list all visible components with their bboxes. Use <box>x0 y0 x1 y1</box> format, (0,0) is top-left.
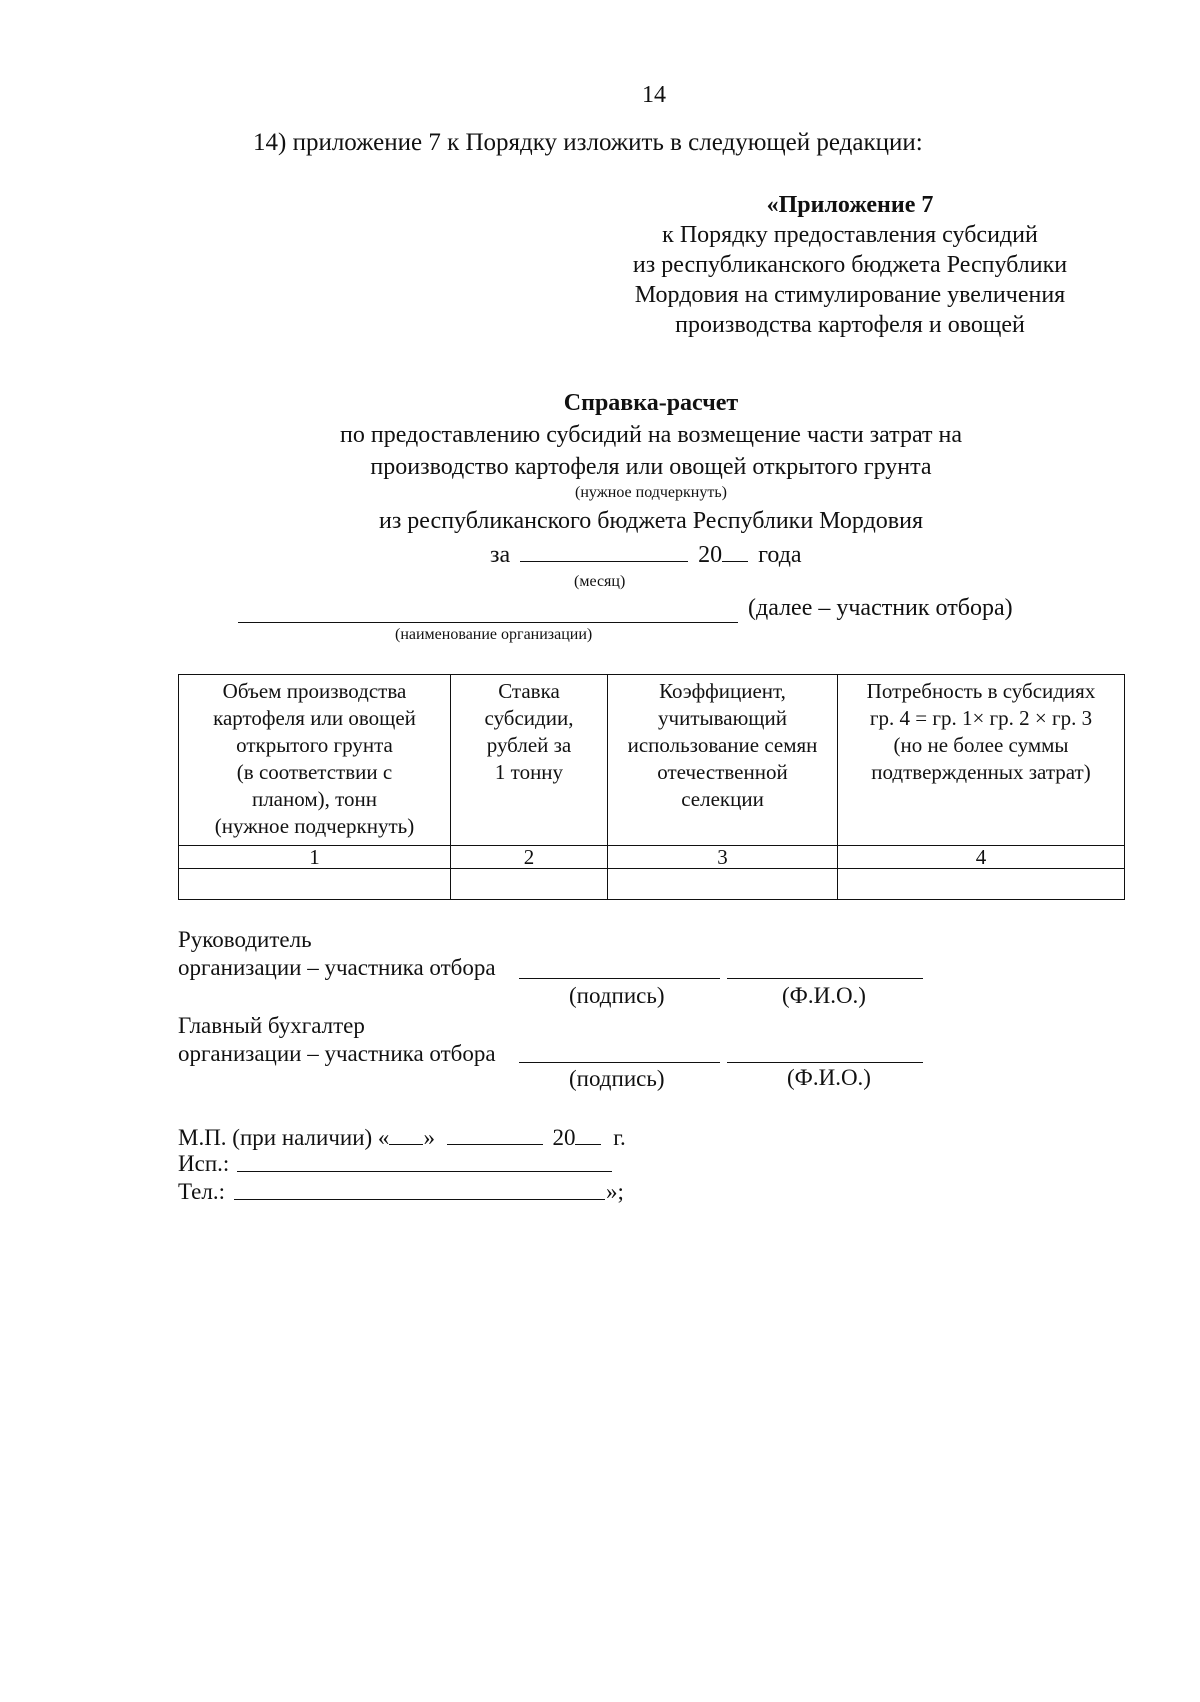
calculation-table <box>178 674 1125 900</box>
closing-quote: »; <box>606 1179 624 1204</box>
column-number: 1 <box>179 846 451 869</box>
table-cell[interactable] <box>451 869 608 900</box>
date-year-suffix: г. <box>613 1125 626 1150</box>
executor-field[interactable] <box>237 1159 612 1172</box>
table-header-cell: Ставка субсидии, рублей за 1 тонну <box>451 675 608 846</box>
appendix-block <box>600 190 1100 340</box>
table-header-cell: Коэффициент, учитывающий использование семян отечественной селекции <box>608 675 838 846</box>
period-year: 20 <box>698 542 723 568</box>
table-header-cell: Потребность в субсидиях гр. 4 = гр. 1× гр. 2 × гр. 3 (но не более суммы подтвержденных затрат) <box>838 675 1125 846</box>
heading-line: из республиканского бюджета Республики Мордовия <box>378 508 924 534</box>
month-field[interactable] <box>520 539 688 562</box>
phone-label: Тел.: <box>178 1179 225 1204</box>
period-prefix: за <box>490 542 511 568</box>
head-name-field[interactable] <box>727 966 923 979</box>
month-caption: (месяц) <box>574 573 626 590</box>
date-month-field[interactable] <box>447 1122 543 1145</box>
page-number: 14 <box>642 82 666 108</box>
head-signature-field[interactable] <box>519 966 720 979</box>
head-org-label: организации – участника отбора <box>178 955 496 980</box>
column-number: 2 <box>451 846 608 869</box>
document-title: Справка-расчет <box>563 390 739 416</box>
table-header-row <box>179 675 1125 846</box>
organization-field[interactable] <box>238 608 738 623</box>
appendix-line: из республиканского бюджета Республики <box>632 252 1068 278</box>
date-year-field[interactable] <box>575 1122 601 1145</box>
stamp-label: М.П. (при наличии) « <box>178 1125 390 1150</box>
accountant-name-field[interactable] <box>727 1050 923 1063</box>
appendix-line: к Порядку предоставления субсидий <box>662 222 1038 248</box>
table-cell[interactable] <box>838 869 1125 900</box>
table-cell[interactable] <box>608 869 838 900</box>
period-suffix: года <box>758 542 802 568</box>
underline-note: (нужное подчеркнуть) <box>575 484 727 501</box>
date-year: 20 <box>552 1125 576 1150</box>
phone-field[interactable] <box>234 1187 605 1200</box>
stamp-date-line <box>178 1122 626 1152</box>
table-cell[interactable] <box>179 869 451 900</box>
appendix-title: «Приложение 7 <box>766 192 934 218</box>
signature-caption: (подпись) <box>569 983 665 1008</box>
name-caption: (Ф.И.О.) <box>787 1065 871 1090</box>
stamp-quote: » <box>423 1125 435 1150</box>
day-field[interactable] <box>389 1122 423 1145</box>
organization-suffix: (далее – участник отбора) <box>748 595 1013 621</box>
table-number-row <box>179 846 1125 869</box>
appendix-line: производства картофеля и овощей <box>675 312 1025 338</box>
executor-label: Исп.: <box>178 1151 230 1176</box>
year-field[interactable] <box>722 539 748 562</box>
period-line <box>490 539 802 570</box>
heading-line: производство картофеля или овощей открытого грунта <box>370 454 932 480</box>
intro-text: 14) приложение 7 к Порядку изложить в следующей редакции: <box>253 129 923 156</box>
table-header-cell: Объем производства картофеля или овощей открытого грунта (в соответствии с планом), тонн (нужное подчеркнуть) <box>179 675 451 846</box>
accountant-signature-field[interactable] <box>519 1050 720 1063</box>
accountant-label: Главный бухгалтер <box>178 1013 365 1038</box>
column-number: 3 <box>608 846 838 869</box>
head-label: Руководитель <box>178 927 312 952</box>
organization-caption: (наименование организации) <box>395 626 593 643</box>
appendix-line: Мордовия на стимулирование увеличения <box>634 282 1066 308</box>
column-number: 4 <box>838 846 1125 869</box>
name-caption: (Ф.И.О.) <box>782 983 866 1008</box>
table-row <box>179 869 1125 900</box>
accountant-org-label: организации – участника отбора <box>178 1041 496 1066</box>
signature-caption: (подпись) <box>569 1066 665 1091</box>
heading-line: по предоставлению субсидий на возмещение части затрат на <box>340 422 962 448</box>
